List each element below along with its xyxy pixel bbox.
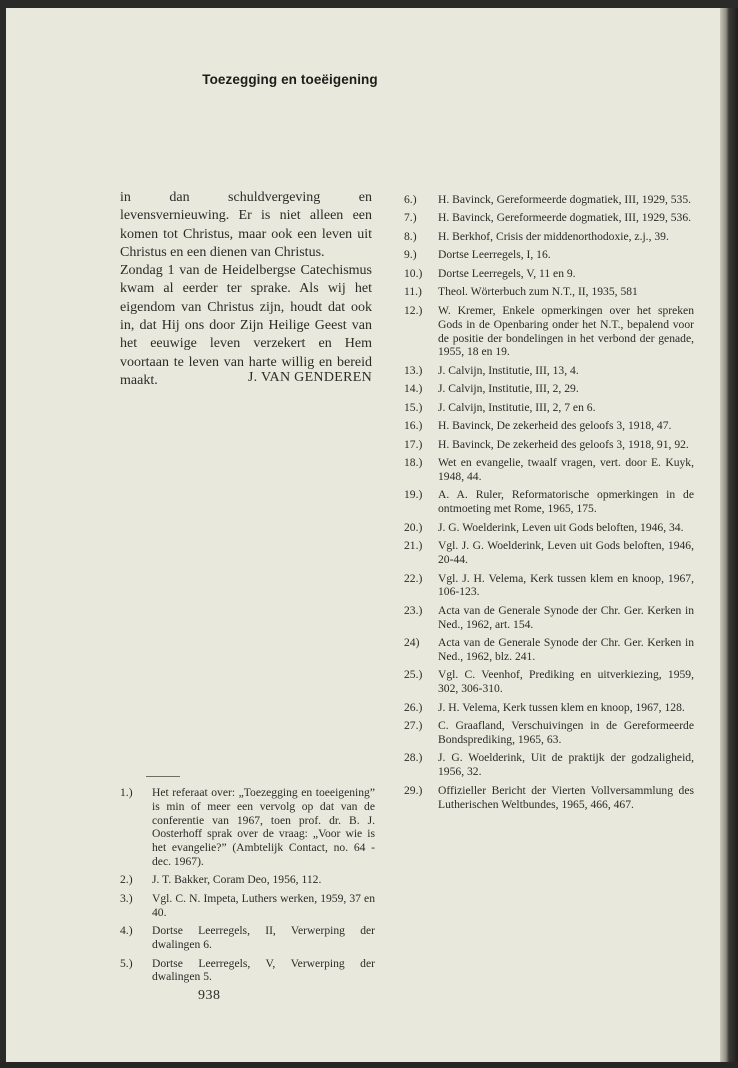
footnote-item — [404, 364, 694, 378]
page-number: 938 — [198, 988, 221, 1003]
footnote-number: 25.) — [404, 668, 423, 682]
footnote-item — [404, 304, 694, 359]
footnote-text: Dortse Leerregels, V, Verwerping der dwalingen 5. — [152, 956, 375, 984]
footnote-text: Offizieller Bericht der Vierten Vollversammlung des Lutherischen Weltbundes, 1965, 466, 467. — [438, 783, 694, 811]
footnote-text: A. A. Ruler, Reformatorische opmerkingen in de ontmoeting met Rome, 1965, 175. — [438, 488, 694, 516]
footnote-text: Dortse Leerregels, V, 11 en 9. — [438, 266, 576, 280]
footnote-text: J. Calvijn, Institutie, III, 13, 4. — [438, 363, 579, 377]
footnote-item — [120, 892, 375, 920]
footnote-text: H. Bavinck, Gereformeerde dogmatiek, III, 1929, 536. — [438, 211, 692, 225]
footnote-item — [404, 539, 694, 567]
footnote-number: 10.) — [404, 266, 423, 280]
footnote-item — [404, 211, 694, 225]
footnotes-right-column — [404, 193, 694, 816]
footnote-number: 4.) — [120, 924, 133, 938]
footnote-text: J. Calvijn, Institutie, III, 2, 7 en 6. — [438, 400, 596, 414]
footnote-item — [404, 248, 694, 262]
footnote-item — [404, 488, 694, 516]
footnote-item — [404, 382, 694, 396]
footnote-number: 22.) — [404, 571, 423, 585]
footnote-number: 5.) — [120, 956, 133, 970]
footnote-item — [404, 401, 694, 415]
footnote-text: H. Bavinck, De zekerheid des geloofs 3, 1918, 91, 92. — [438, 437, 689, 451]
footnote-item — [404, 230, 694, 244]
footnote-number: 19.) — [404, 488, 423, 502]
footnote-number: 28.) — [404, 751, 423, 765]
footnote-number: 9.) — [404, 248, 417, 262]
footnote-number: 12.) — [404, 303, 423, 317]
footnote-item — [404, 701, 694, 715]
footnote-item — [404, 267, 694, 281]
footnotes-left-column — [120, 786, 375, 989]
footnote-text: J. G. Woelderink, Uit de praktijk der godzaligheid, 1956, 32. — [438, 751, 694, 779]
footnote-number: 14.) — [404, 382, 423, 396]
footnote-divider — [146, 776, 180, 777]
footnote-number: 23.) — [404, 603, 423, 617]
footnote-text: H. Berkhof, Crisis der middenorthodoxie, z.j., 39. — [438, 229, 669, 243]
footnote-item — [404, 285, 694, 299]
footnote-number: 24) — [404, 636, 420, 650]
footnote-text: Wet en evangelie, twaalf vragen, vert. door E. Kuyk, 1948, 44. — [438, 456, 694, 483]
page-edge-shadow — [720, 8, 738, 1068]
footnote-number: 6.) — [404, 193, 417, 206]
footnote-number: 21.) — [404, 539, 423, 553]
footnote-item — [404, 751, 694, 779]
footnote-item — [120, 873, 375, 887]
footnote-text: H. Bavinck, Gereformeerde dogmatiek, III, 1929, 535. — [438, 193, 692, 206]
footnote-item — [404, 419, 694, 433]
footnote-text: Vgl. J. H. Velema, Kerk tussen klem en knoop, 1967, 106-123. — [438, 571, 694, 599]
footnote-item — [404, 636, 694, 664]
footnote-item — [404, 572, 694, 600]
footnote-text: Vgl. C. Veenhof, Prediking en uitverkiezing, 1959, 302, 306-310. — [438, 668, 694, 696]
footnote-item — [404, 604, 694, 632]
footnote-text: J. Calvijn, Institutie, III, 2, 29. — [438, 382, 579, 396]
footnote-number: 15.) — [404, 400, 423, 414]
footnote-number: 20.) — [404, 520, 423, 534]
footnote-number: 16.) — [404, 419, 423, 433]
footnote-number: 26.) — [404, 700, 423, 714]
footnote-text: Het referaat over: „Toezegging en toeeigening” is min of meer een vervolg op dat van de conferentie van 1967, toen prof. dr. B. J. Oosterhoff sprak over de vraag: „Voor wie is het evangelie?” (Ambtelijk Contact, no. 64 - dec. 1967). — [152, 786, 375, 868]
footnote-text: Acta van de Generale Synode der Chr. Ger. Kerken in Ned., 1962, blz. 241. — [438, 636, 694, 663]
body-paragraph-2: Zondag 1 van de Heidelbergse Catechismus kwam al eerder ter sprake. Als wij het eigendom van Christus zijn, houdt dat ook in, dat Hij ons door Zijn Heilige Geest van het eeuwige leven verzekert en Hem voortaan te leven van harte willig en bereid maakt. — [120, 263, 372, 388]
footnote-item — [404, 438, 694, 452]
footnote-text: J. G. Woelderink, Leven uit Gods beloften, 1946, 34. — [438, 520, 684, 534]
footnote-text: Dortse Leerregels, I, 16. — [438, 248, 551, 262]
author-signature: J. VAN GENDEREN — [247, 370, 372, 385]
body-text — [120, 189, 372, 390]
footnote-text: Vgl. J. G. Woelderink, Leven uit Gods beloften, 1946, 20-44. — [438, 539, 694, 567]
footnote-number: 13.) — [404, 363, 423, 377]
footnote-number: 18.) — [404, 456, 423, 470]
footnote-number: 17.) — [404, 437, 423, 451]
footnote-text: C. Graafland, Verschuivingen in de Gereformeerde Bondsprediking, 1965, 63. — [438, 719, 694, 746]
footnote-item — [404, 668, 694, 696]
footnote-text: H. Bavinck, De zekerheid des geloofs 3, 1918, 47. — [438, 419, 672, 433]
footnote-text: W. Kremer, Enkele opmerkingen over het spreken Gods in de Openbaring onder het N.T., bepalend voor de positie der bondelingen in het verbond der genade, 1955, 18 en 19. — [438, 303, 694, 359]
footnote-number: 27.) — [404, 719, 423, 733]
footnote-item — [120, 924, 375, 952]
running-header: Toezegging en toeëigening — [202, 72, 378, 87]
footnote-item — [404, 784, 694, 812]
footnote-number: 1.) — [120, 786, 133, 799]
footnote-text: Vgl. C. N. Impeta, Luthers werken, 1959, 37 en 40. — [152, 891, 375, 919]
footnote-number: 29.) — [404, 783, 423, 797]
footnote-number: 2.) — [120, 873, 133, 887]
footnote-item — [404, 456, 694, 484]
footnote-text: J. H. Velema, Kerk tussen klem en knoop, 1967, 128. — [438, 700, 685, 714]
body-paragraph-1: in dan schuldvergeving en levensvernieuwing. Er is niet alleen een komen tot Christus, maar ook een leven uit Christus en een dienen van Christus. — [120, 190, 372, 260]
footnote-text: Theol. Wörterbuch zum N.T., II, 1935, 581 — [438, 285, 638, 299]
footnote-number: 3.) — [120, 891, 133, 905]
footnote-number: 7.) — [404, 211, 417, 225]
page-bottom-edge — [0, 1062, 738, 1068]
footnote-item — [120, 786, 375, 869]
footnote-item — [404, 719, 694, 747]
footnote-number: 11.) — [404, 285, 422, 299]
footnote-text: Acta van de Generale Synode der Chr. Ger. Kerken in Ned., 1962, art. 154. — [438, 603, 694, 631]
footnote-text: J. T. Bakker, Coram Deo, 1956, 112. — [152, 873, 322, 887]
footnote-number: 8.) — [404, 229, 417, 243]
footnote-item — [120, 957, 375, 985]
footnote-item — [404, 521, 694, 535]
footnote-text: Dortse Leerregels, II, Verwerping der dwalingen 6. — [152, 924, 375, 952]
footnote-item — [404, 193, 694, 207]
